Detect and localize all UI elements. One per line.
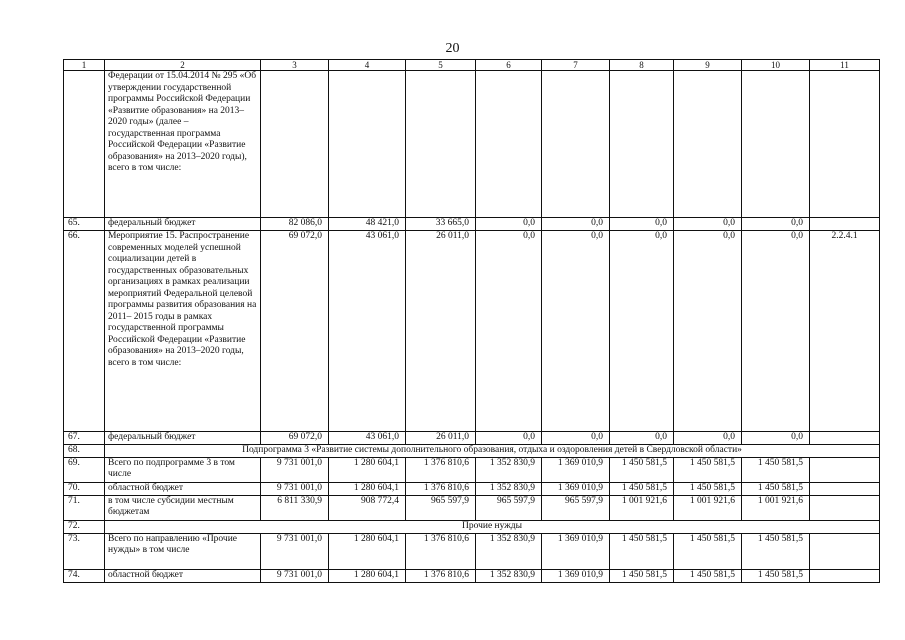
value-cell: 0,0 [542, 231, 610, 432]
reference-cell [810, 71, 880, 218]
value-cell: 1 280 604,1 [329, 569, 406, 582]
value-cell: 1 280 604,1 [329, 533, 406, 569]
column-number: 6 [476, 60, 542, 71]
value-cell: 0,0 [674, 231, 742, 432]
reference-cell: 2.2.4.1 [810, 231, 880, 432]
value-cell: 0,0 [674, 218, 742, 231]
value-cell: 1 450 581,5 [610, 569, 674, 582]
value-cell: 43 061,0 [329, 231, 406, 432]
value-cell: 1 450 581,5 [742, 569, 810, 582]
value-cell: 1 376 810,6 [406, 533, 476, 569]
column-number: 8 [610, 60, 674, 71]
value-cell: 1 001 921,6 [610, 495, 674, 520]
row-number-cell: 67. [64, 432, 105, 445]
value-cell: 0,0 [674, 432, 742, 445]
column-number: 4 [329, 60, 406, 71]
value-cell: 82 086,0 [261, 218, 329, 231]
value-cell: 1 450 581,5 [674, 533, 742, 569]
row-name-cell: федеральный бюджет [105, 218, 261, 231]
table-row [64, 445, 880, 458]
value-cell: 1 450 581,5 [742, 457, 810, 482]
value-cell: 1 001 921,6 [674, 495, 742, 520]
value-cell: 9 731 001,0 [261, 457, 329, 482]
table-row [64, 495, 880, 520]
value-cell: 48 421,0 [329, 218, 406, 231]
value-cell: 1 450 581,5 [674, 482, 742, 495]
value-cell [406, 71, 476, 218]
row-number-cell: 71. [64, 495, 105, 520]
table-row [64, 569, 880, 582]
reference-cell [810, 457, 880, 482]
column-number: 7 [542, 60, 610, 71]
page-number: 20 [445, 41, 460, 56]
value-cell: 69 072,0 [261, 231, 329, 432]
row-number-cell: 68. [64, 445, 105, 458]
value-cell: 908 772,4 [329, 495, 406, 520]
value-cell: 9 731 001,0 [261, 482, 329, 495]
section-heading-cell: Подпрограмма 3 «Развитие системы дополнительного образования, отдыха и оздоровления детей в Свердловской области» [105, 445, 880, 458]
value-cell: 33 665,0 [406, 218, 476, 231]
value-cell [329, 71, 406, 218]
reference-cell [810, 432, 880, 445]
row-name-cell: Всего по подпрограмме 3 в том числе [105, 457, 261, 482]
value-cell: 1 369 010,9 [542, 457, 610, 482]
column-number: 10 [742, 60, 810, 71]
table-row [64, 482, 880, 495]
value-cell: 0,0 [542, 432, 610, 445]
row-number-cell: 69. [64, 457, 105, 482]
value-cell: 0,0 [610, 231, 674, 432]
value-cell: 43 061,0 [329, 432, 406, 445]
value-cell: 26 011,0 [406, 231, 476, 432]
value-cell: 1 376 810,6 [406, 569, 476, 582]
value-cell [610, 71, 674, 218]
value-cell: 965 597,9 [476, 495, 542, 520]
value-cell: 0,0 [476, 231, 542, 432]
table-row [64, 457, 880, 482]
value-cell: 1 450 581,5 [742, 482, 810, 495]
value-cell: 1 450 581,5 [674, 569, 742, 582]
row-name-cell: Мероприятие 15. Распространение современных моделей успешной социализации детей в государственных образовательных организациях в рамках реализации мероприятий Федеральной целевой программы развития образования на 2011– 2015 годы в рамках государственной программы Российской Федерации «Развитие образования» на 2013–2020 годы, всего в том числе: [105, 231, 261, 432]
value-cell: 1 369 010,9 [542, 533, 610, 569]
column-number: 9 [674, 60, 742, 71]
row-number-cell: 72. [64, 520, 105, 533]
value-cell: 9 731 001,0 [261, 533, 329, 569]
value-cell: 965 597,9 [542, 495, 610, 520]
value-cell [742, 71, 810, 218]
row-name-cell: областной бюджет [105, 569, 261, 582]
column-number-header [64, 60, 880, 71]
value-cell [674, 71, 742, 218]
value-cell: 0,0 [742, 231, 810, 432]
value-cell: 0,0 [476, 218, 542, 231]
value-cell: 0,0 [476, 432, 542, 445]
table-row [64, 520, 880, 533]
value-cell: 1 450 581,5 [610, 482, 674, 495]
value-cell: 69 072,0 [261, 432, 329, 445]
reference-cell [810, 569, 880, 582]
column-number: 11 [810, 60, 880, 71]
value-cell: 1 352 830,9 [476, 457, 542, 482]
row-name-cell: в том числе субсидии местным бюджетам [105, 495, 261, 520]
row-name-cell: Федерации от 15.04.2014 № 295 «Об утверждении государственной программы Российской Федерации «Развитие образования» на 2013–2020 годы» (далее – государственная программа Российской Федерации «Развитие образования» на 2013–2020 годы), всего в том числе: [105, 71, 261, 218]
table-row [64, 71, 880, 218]
value-cell [542, 71, 610, 218]
reference-cell [810, 495, 880, 520]
value-cell: 0,0 [610, 218, 674, 231]
row-name-cell: областной бюджет [105, 482, 261, 495]
value-cell: 1 352 830,9 [476, 569, 542, 582]
table-row [64, 432, 880, 445]
row-number-cell: 74. [64, 569, 105, 582]
table-row [64, 231, 880, 432]
value-cell: 0,0 [742, 218, 810, 231]
column-number: 5 [406, 60, 476, 71]
row-number-cell: 70. [64, 482, 105, 495]
column-number: 3 [261, 60, 329, 71]
value-cell: 1 280 604,1 [329, 457, 406, 482]
row-name-cell: Всего по направлению «Прочие нужды» в том числе [105, 533, 261, 569]
value-cell: 965 597,9 [406, 495, 476, 520]
value-cell: 1 376 810,6 [406, 482, 476, 495]
value-cell: 1 001 921,6 [742, 495, 810, 520]
value-cell: 9 731 001,0 [261, 569, 329, 582]
reference-cell [810, 218, 880, 231]
value-cell: 1 352 830,9 [476, 482, 542, 495]
value-cell: 26 011,0 [406, 432, 476, 445]
value-cell [261, 71, 329, 218]
reference-cell [810, 533, 880, 569]
value-cell: 1 450 581,5 [610, 533, 674, 569]
value-cell: 1 376 810,6 [406, 457, 476, 482]
value-cell: 1 450 581,5 [674, 457, 742, 482]
budget-table [63, 59, 880, 583]
row-number-cell [64, 71, 105, 218]
value-cell: 1 280 604,1 [329, 482, 406, 495]
value-cell: 0,0 [610, 432, 674, 445]
value-cell: 1 369 010,9 [542, 569, 610, 582]
table-row [64, 533, 880, 569]
value-cell: 0,0 [742, 432, 810, 445]
value-cell: 6 811 330,9 [261, 495, 329, 520]
table-row [64, 218, 880, 231]
value-cell: 1 369 010,9 [542, 482, 610, 495]
value-cell: 0,0 [542, 218, 610, 231]
row-number-cell: 66. [64, 231, 105, 432]
row-number-cell: 65. [64, 218, 105, 231]
column-number: 1 [64, 60, 105, 71]
section-heading-cell: Прочие нужды [105, 520, 880, 533]
value-cell: 1 450 581,5 [742, 533, 810, 569]
column-number: 2 [105, 60, 261, 71]
row-number-cell: 73. [64, 533, 105, 569]
value-cell: 1 352 830,9 [476, 533, 542, 569]
reference-cell [810, 482, 880, 495]
value-cell [476, 71, 542, 218]
value-cell: 1 450 581,5 [610, 457, 674, 482]
row-name-cell: федеральный бюджет [105, 432, 261, 445]
